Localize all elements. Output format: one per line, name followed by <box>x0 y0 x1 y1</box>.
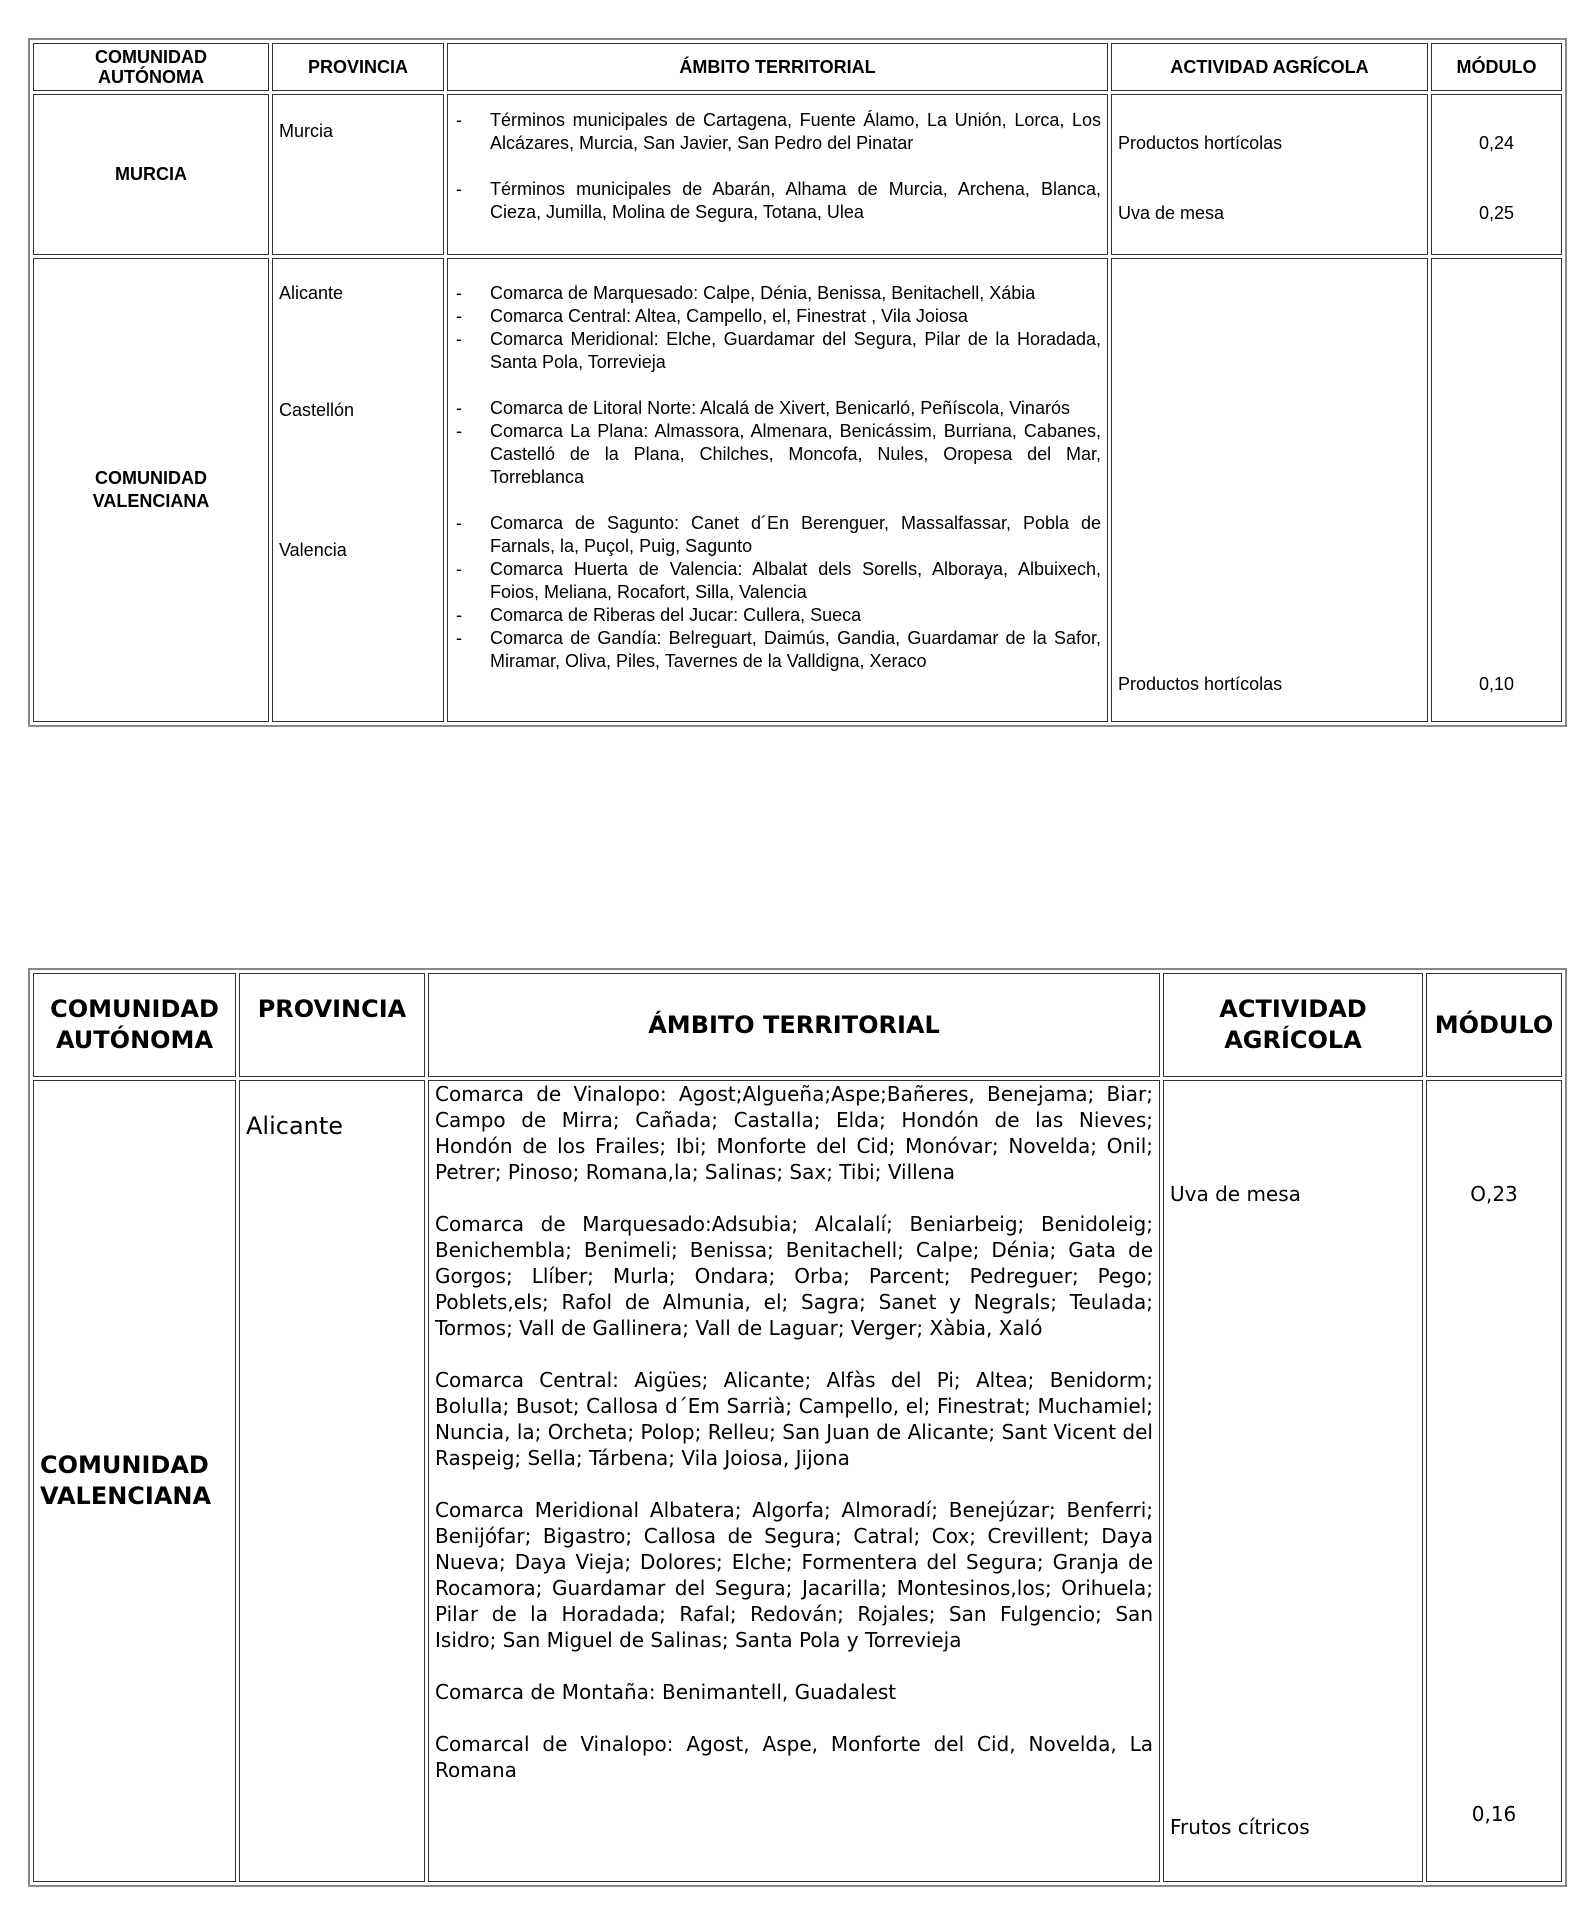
header-comunidad-label: COMUNIDAD AUTÓNOMA <box>50 995 219 1054</box>
ambito-item: - Comarca Central: Altea, Campello, el, Finestrat , Vila Joiosa <box>454 305 1101 328</box>
ambito-item: - Comarca La Plana: Almassora, Almenara, Benicássim, Burriana, Cabanes, Castelló de la Plana, Chilches, Moncofa, Nules, Oropesa del Mar, Torreblanca <box>454 420 1101 489</box>
provincia-castellon: Castellón <box>279 400 355 421</box>
header-comunidad: COMUNIDAD AUTÓNOMA <box>33 43 269 91</box>
actividad-value: Uva de mesa <box>1118 203 1225 224</box>
ambito-paragraph: Comarca de Montaña: Benimantell, Guadalest <box>435 1680 897 1704</box>
ambito-paragraph: Comarca Meridional Albatera; Algorfa; Almoradí; Benejúzar; Benferri; Benijófar; Bigastro; Callosa de Segura; Catral; Cox; Crevillent; Daya Nueva; Daya Vieja; Dolores; Elche; Formentera del Segura; Granja de Rocamora; Guardamar del Segura; Jacarilla; Montesinos,los; Orihuela; Pilar de la Horadada; Rafal; Redován; Rojales; San Fulgencio; San Isidro; San Miguel de Salinas; Santa Pola y Torrevieja <box>435 1498 1153 1652</box>
comunidad-cell <box>33 1080 236 1882</box>
actividad-value: Productos hortícolas <box>1118 133 1283 154</box>
modulo-value: 0,24 <box>1478 133 1515 154</box>
header-comunidad <box>33 973 236 1077</box>
ambito-item: - Comarca Meridional: Elche, Guardamar del Segura, Pilar de la Horadada, Santa Pola, Torrevieja <box>454 328 1101 374</box>
ambito-item: - Comarca de Litoral Norte: Alcalá de Xivert, Benicarló, Peñíscola, Vinarós <box>454 397 1101 420</box>
modulo-cell <box>1431 258 1562 722</box>
header-modulo: MÓDULO <box>1431 43 1562 91</box>
actividad-cell <box>1163 1080 1423 1882</box>
actividad-cell <box>1111 258 1428 722</box>
ambito-item: - Comarca de Sagunto: Canet d´En Berenguer, Massalfassar, Pobla de Farnals, la, Puçol, Puig, Sagunto <box>454 512 1101 558</box>
modulo-value: 0,25 <box>1478 203 1515 224</box>
ambito-cell <box>447 258 1108 722</box>
ambito-paragraph: Comarca Central: Aigües; Alicante; Alfàs del Pi; Altea; Benidorm; Bolulla; Busot; Callosa d´Em Sarrià; Campello, el; Finestrat; Muchamiel; Nuncia, la; Orcheta; Polop; Relleu; San Juan de Alicante; Sant Vicent del Raspeig; Sella; Tárbena; Vila Joiosa, Jijona <box>435 1368 1153 1470</box>
ambito-paragraph: Comarca de Marquesado:Adsubia; Alcalalí; Beniarbeig; Benidoleig; Benichembla; Benimeli; Benissa; Benitachell; Calpe; Dénia; Gata de Gorgos; Llíber; Murla; Ondara; Orba; Parcent; Pedreguer; Pego; Poblets,els; Rafol de Almunia, el; Sagra; Sanet y Negrals; Teulada; Tormos; Vall de Gallinera; Vall de Laguar; Verger; Xàbia, Xaló <box>435 1212 1153 1340</box>
provincia-cell <box>272 258 444 722</box>
actividad-value: Productos hortícolas <box>1118 674 1283 695</box>
modulo-cell <box>1426 1080 1562 1882</box>
table-row <box>33 1080 1562 1882</box>
ambito-item: - Comarca de Marquesado: Calpe, Dénia, Benissa, Benitachell, Xábia <box>454 282 1101 305</box>
ambito-item: - Comarca Huerta de Valencia: Albalat dels Sorells, Alboraya, Albuixech, Foios, Meliana, Rocafort, Silla, Valencia <box>454 558 1101 604</box>
provincia-valencia: Valencia <box>279 540 347 561</box>
ambito-paragraph: Comarcal de Vinalopo: Agost, Aspe, Monforte del Cid, Novelda, La Romana <box>435 1732 1153 1782</box>
table-row <box>33 94 1562 255</box>
provincia-murcia: Murcia <box>279 121 334 142</box>
comunidad-cell: MURCIA <box>33 94 269 255</box>
modulo-cell <box>1431 94 1562 255</box>
actividad-cell <box>1111 94 1428 255</box>
table-row <box>33 258 1562 722</box>
header-ambito: ÁMBITO TERRITORIAL <box>447 43 1108 91</box>
header-actividad-label: ACTIVIDAD AGRÍCOLA <box>1219 995 1367 1054</box>
modulo-value: O,23 <box>1470 1182 1518 1206</box>
modulo-value: 0,16 <box>1471 1802 1517 1826</box>
header-actividad: ACTIVIDAD AGRÍCOLA <box>1111 43 1428 91</box>
ambito-cell <box>428 1080 1160 1882</box>
table-murcia-valenciana <box>28 38 1567 727</box>
header-modulo: MÓDULO <box>1426 973 1562 1077</box>
header-provincia: PROVINCIA <box>272 43 444 91</box>
ambito-item: - Términos municipales de Abarán, Alhama de Murcia, Archena, Blanca, Cieza, Jumilla, Molina de Segura, Totana, Ulea <box>454 178 1101 224</box>
header-provincia: PROVINCIA <box>239 973 425 1077</box>
ambito-paragraph: Comarca de Vinalopo: Agost;Algueña;Aspe;Bañeres, Benejama; Biar; Campo de Mirra; Cañada; Castalla; Elda; Hondón de las Nieves; Hondón de los Frailes; Ibi; Monforte del Cid; Monóvar; Novelda; Onil; Petrer; Pinoso; Romana,la; Salinas; Sax; Tibi; Villena <box>435 1082 1153 1184</box>
ambito-cell <box>447 94 1108 255</box>
table-valenciana-alicante <box>28 968 1567 1887</box>
modulo-value: 0,10 <box>1478 674 1515 695</box>
header-actividad <box>1163 973 1423 1077</box>
table-header-row <box>33 973 1562 1077</box>
ambito-item: - Comarca de Gandía: Belreguart, Daimús, Gandia, Guardamar de la Safor, Miramar, Oliva, Piles, Tavernes de la Valldigna, Xeraco <box>454 627 1101 673</box>
provincia-cell <box>272 94 444 255</box>
ambito-item: - Términos municipales de Cartagena, Fuente Álamo, La Unión, Lorca, Los Alcázares, Murcia, San Javier, San Pedro del Pinatar <box>454 109 1101 155</box>
table-header-row <box>33 43 1562 91</box>
actividad-value: Frutos cítricos <box>1170 1815 1310 1839</box>
comunidad-valenciana-label: COMUNIDAD VALENCIANA <box>40 1451 212 1510</box>
comunidad-cell <box>33 258 269 722</box>
header-ambito: ÁMBITO TERRITORIAL <box>428 973 1160 1077</box>
provincia-alicante: Alicante <box>279 283 344 304</box>
actividad-value: Uva de mesa <box>1170 1182 1301 1206</box>
provincia-cell: Alicante <box>239 1080 425 1882</box>
comunidad-valenciana-label: COMUNIDAD VALENCIANA <box>92 468 210 512</box>
ambito-item: - Comarca de Riberas del Jucar: Cullera, Sueca <box>454 604 1101 627</box>
